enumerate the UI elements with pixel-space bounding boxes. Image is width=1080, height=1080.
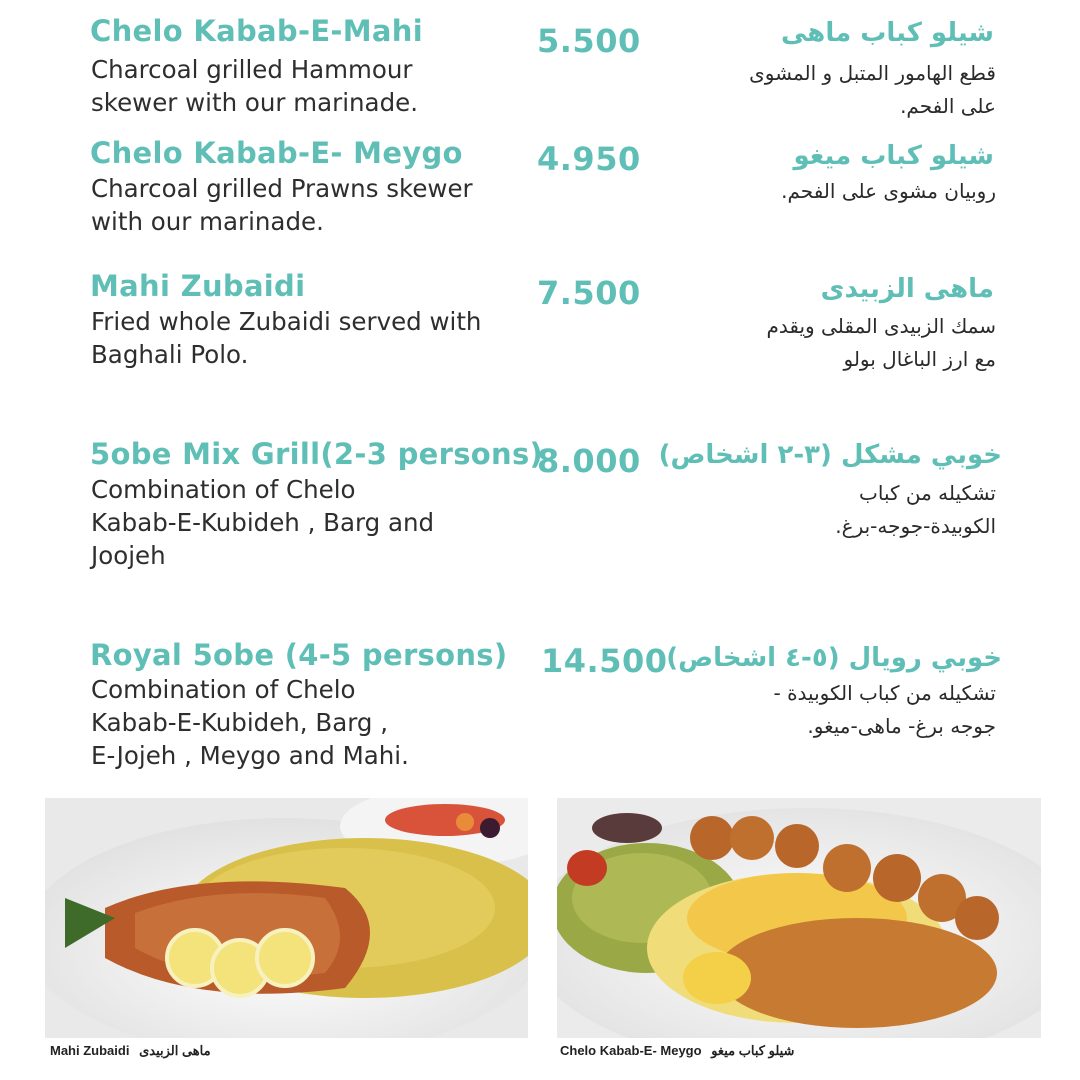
- item-title-en: Royal 5obe (4-5 persons): [90, 638, 508, 672]
- description-line: with our marinade.: [91, 207, 324, 236]
- item-title-en: 5obe Mix Grill(2-3 persons): [90, 437, 544, 471]
- photo-chelo-kabab-e-meygo: [557, 798, 1041, 1038]
- description-line: Charcoal grilled Hammour: [91, 55, 413, 84]
- item-title-ar: خوبي رويال (٥-٤ اشخاص): [666, 643, 1002, 673]
- description-line: تشكيله من كباب الكوبيدة -: [773, 681, 996, 705]
- item-price: 5.500: [537, 22, 641, 60]
- caption-en: Chelo Kabab-E- Meygo: [560, 1043, 702, 1058]
- description-line: Joojeh: [91, 541, 166, 570]
- item-title-ar: شيلو كباب ماهى: [780, 18, 994, 48]
- item-title-ar: ماهى الزبيدى: [820, 274, 994, 304]
- item-title-en: Mahi Zubaidi: [90, 269, 306, 303]
- item-description-ar: [781, 175, 996, 208]
- item-description-en: [91, 305, 481, 371]
- description-line: تشكيله من كباب: [859, 481, 996, 505]
- item-description-en: [91, 172, 473, 238]
- photo-caption-chelo-kabab-e-meygo: [560, 1043, 794, 1059]
- caption-ar: ماهى الزبيدى: [139, 1043, 211, 1058]
- fried-fish-plate-image: [45, 798, 528, 1038]
- description-line: Fried whole Zubaidi served with: [91, 307, 482, 336]
- item-description-ar: [766, 310, 996, 376]
- description-line: Kabab-E-Kubideh , Barg and: [91, 508, 435, 537]
- item-description-en: [91, 53, 418, 119]
- description-line: قطع الهامور المتبل و المشوى: [749, 61, 996, 85]
- item-title-en: Chelo Kabab-E- Meygo: [90, 136, 463, 170]
- item-price: 4.950: [537, 140, 641, 178]
- caption-ar: شيلو كباب ميغو: [711, 1043, 795, 1058]
- description-line: الكوبيدة-جوجه-برغ.: [835, 514, 996, 538]
- description-line: روبيان مشوى على الفحم.: [781, 179, 996, 203]
- description-line: على الفحم.: [900, 94, 996, 118]
- item-description-en: [91, 673, 409, 772]
- description-line: Combination of Chelo: [91, 675, 356, 704]
- description-line: Kabab-E-Kubideh, Barg ,: [91, 708, 388, 737]
- caption-en: Mahi Zubaidi: [50, 1043, 130, 1058]
- description-line: مع ارز الباغال بولو: [843, 347, 996, 371]
- item-price: 14.500: [541, 642, 668, 680]
- description-line: skewer with our marinade.: [91, 88, 418, 117]
- description-line: جوجه برغ- ماهى-ميغو.: [807, 714, 996, 738]
- photo-mahi-zubaidi: [45, 798, 528, 1038]
- description-line: Combination of Chelo: [91, 475, 356, 504]
- item-price: 8.000: [537, 442, 641, 480]
- item-title-en: Chelo Kabab-E-Mahi: [90, 14, 423, 48]
- description-line: سمك الزبيدى المقلى ويقدم: [766, 314, 996, 338]
- item-price: 7.500: [537, 274, 641, 312]
- item-description-en: [91, 473, 434, 572]
- description-line: E-Jojeh , Meygo and Mahi.: [91, 741, 409, 770]
- photo-caption-mahi-zubaidi: [50, 1043, 211, 1059]
- description-line: Charcoal grilled Prawns skewer: [91, 174, 473, 203]
- item-description-ar: [774, 677, 997, 743]
- description-line: Baghali Polo.: [91, 340, 249, 369]
- item-title-ar: خوبي مشكل (٣-٢ اشخاص): [658, 440, 1002, 470]
- item-description-ar: [835, 477, 996, 543]
- item-title-ar: شيلو كباب ميغو: [793, 141, 994, 171]
- item-description-ar: [749, 57, 996, 123]
- prawn-kabab-plate-image: [557, 798, 1041, 1038]
